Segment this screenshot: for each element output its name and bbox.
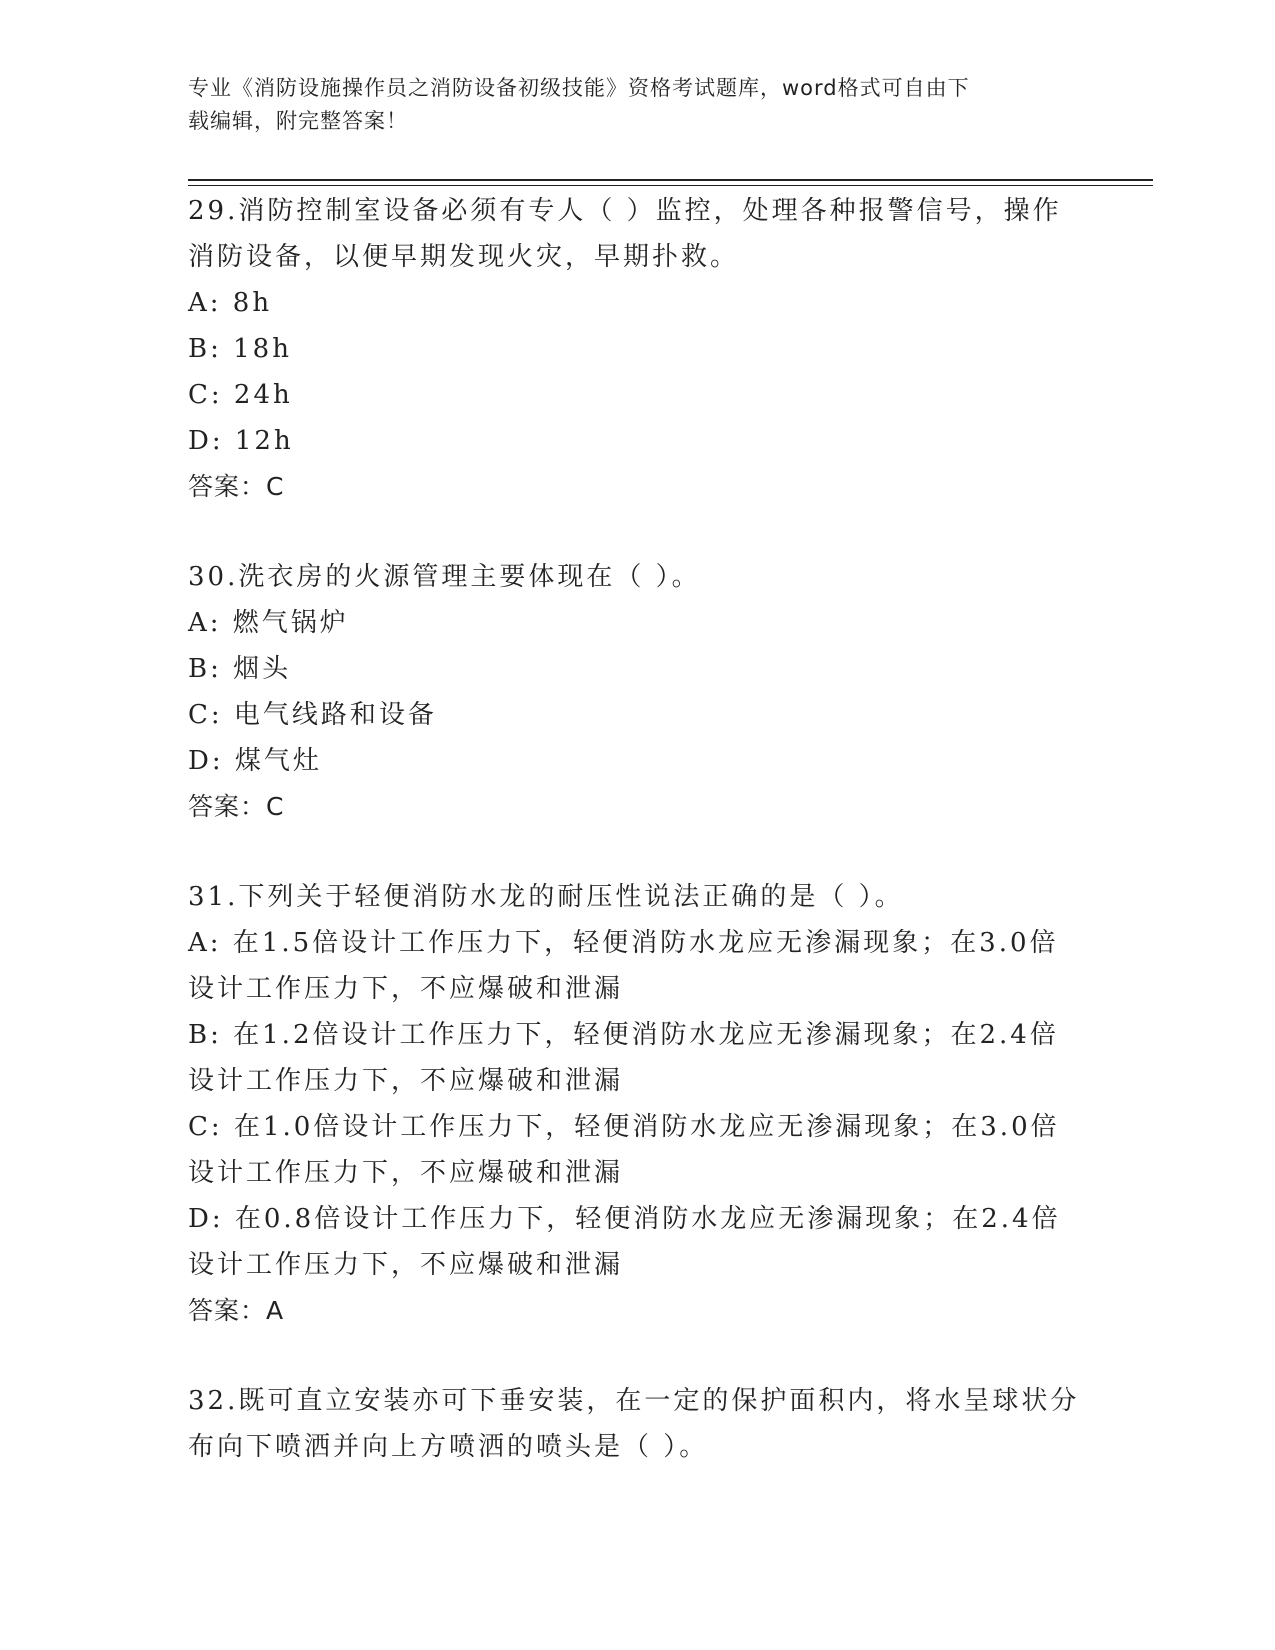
option-c-continued: 设计工作压力下，不应爆破和泄漏 <box>188 1158 624 1188</box>
question-stem-line: 30.洗衣房的火源管理主要体现在（ ）。 <box>188 562 701 592</box>
option-d: D: 在0.8倍设计工作压力下，轻便消防水龙应无渗漏现象；在2.4倍 <box>188 1204 1061 1234</box>
option-d-continued: 设计工作压力下，不应爆破和泄漏 <box>188 1250 624 1280</box>
option-c: C: 24h <box>188 380 293 410</box>
answer-line: 答案：C <box>188 472 285 501</box>
option-b-continued: 设计工作压力下，不应爆破和泄漏 <box>188 1066 624 1096</box>
option-a: A: 燃气锅炉 <box>188 608 349 638</box>
question-stem-line: 消防设备，以便早期发现火灾，早期扑救。 <box>188 242 740 272</box>
question-stem-line: 布向下喷洒并向上方喷洒的喷头是（ ）。 <box>188 1432 709 1462</box>
question-32 <box>188 1378 1088 1470</box>
question-29 <box>188 188 1088 510</box>
option-b: B: 18h <box>188 334 292 364</box>
question-list <box>188 188 1088 1470</box>
answer-line: 答案：C <box>188 792 285 821</box>
header-divider-thick <box>188 179 1153 181</box>
option-c: C: 在1.0倍设计工作压力下，轻便消防水龙应无渗漏现象；在3.0倍 <box>188 1112 1060 1142</box>
header-line-2: 载编辑，附完整答案！ <box>188 109 408 133</box>
option-a: A: 8h <box>188 288 273 318</box>
option-b: B: 在1.2倍设计工作压力下，轻便消防水龙应无渗漏现象；在2.4倍 <box>188 1020 1059 1050</box>
option-b: B: 烟头 <box>188 654 292 684</box>
answer-line: 答案：A <box>188 1296 285 1325</box>
option-a-continued: 设计工作压力下，不应爆破和泄漏 <box>188 974 624 1004</box>
option-a: A: 在1.5倍设计工作压力下，轻便消防水龙应无渗漏现象；在3.0倍 <box>188 928 1059 958</box>
question-spacer <box>188 510 1088 554</box>
option-d: D: 煤气灶 <box>188 746 322 776</box>
header-divider-thin <box>188 185 1153 186</box>
option-d: D: 12h <box>188 426 294 456</box>
question-spacer <box>188 830 1088 874</box>
document-header <box>188 72 1068 138</box>
question-stem-line: 31.下列关于轻便消防水龙的耐压性说法正确的是（ ）。 <box>188 882 904 912</box>
question-spacer <box>188 1334 1088 1378</box>
option-c: C: 电气线路和设备 <box>188 700 437 730</box>
question-31 <box>188 874 1088 1334</box>
header-line-1: 专业《消防设施操作员之消防设备初级技能》资格考试题库，word格式可自由下 <box>188 76 970 100</box>
question-30 <box>188 554 1088 830</box>
question-stem-line: 32.既可直立安装亦可下垂安装，在一定的保护面积内，将水呈球状分 <box>188 1386 1080 1416</box>
question-stem-line: 29.消防控制室设备必须有专人（ ）监控，处理各种报警信号，操作 <box>188 196 1062 226</box>
